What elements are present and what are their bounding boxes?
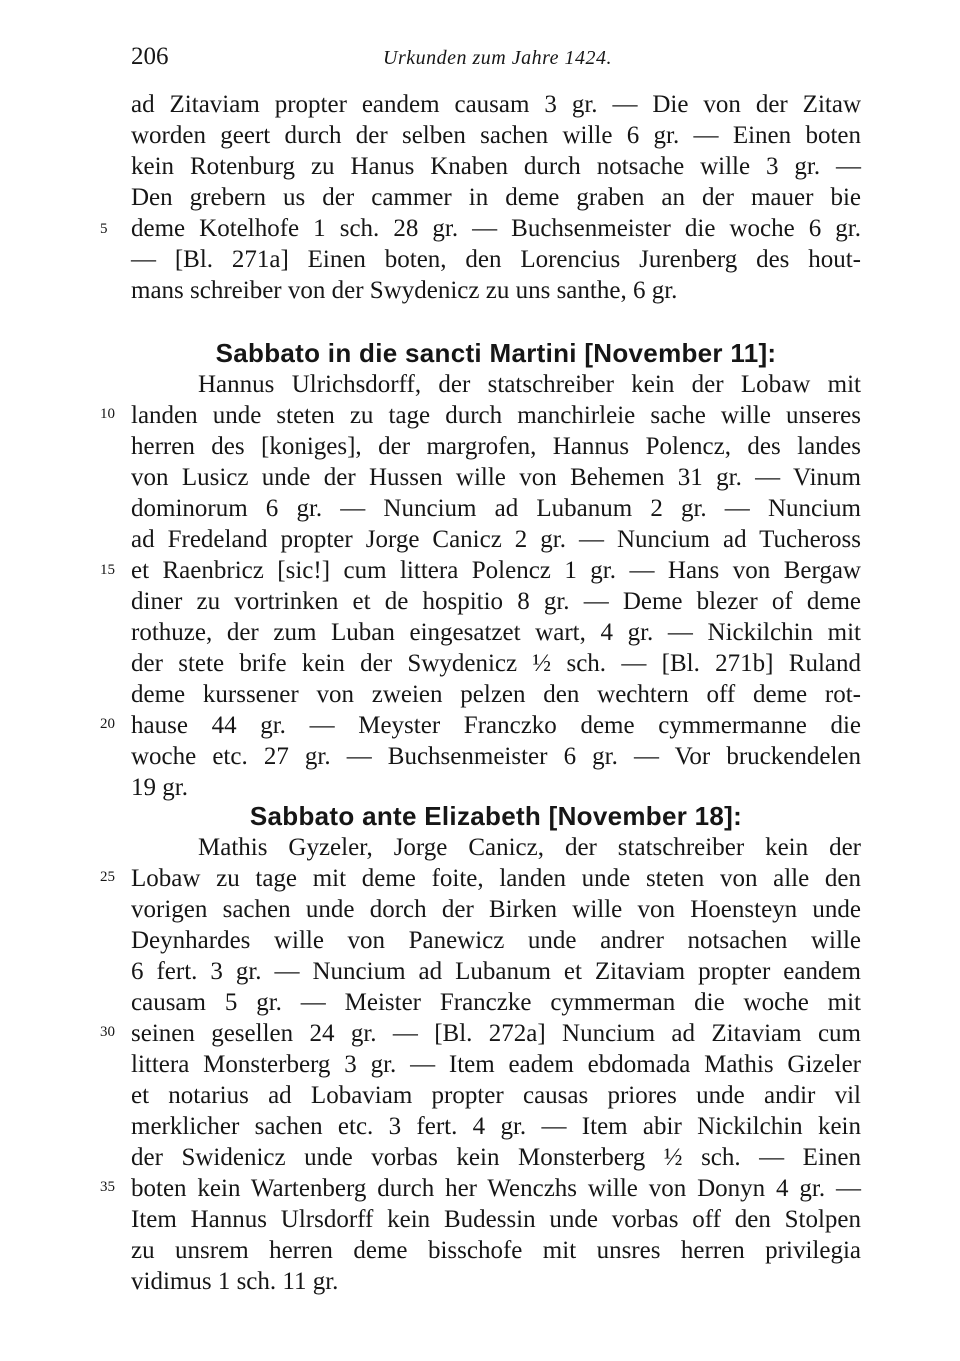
text-line: — [Bl. 271a] Einen boten, den Lorencius Jurenberg des hout-	[131, 246, 861, 273]
margin-line-number: 5	[100, 221, 108, 237]
section-heading: Sabbato ante Elizabeth [November 18]:	[249, 801, 743, 831]
text-line: ad Zitaviam propter eandem causam 3 gr. — Die von der Zitaw	[131, 91, 861, 118]
text-line: rothuze, der zum Luban eingesatzet wart, 4 gr. — Nickilchin mit	[131, 619, 861, 646]
text-line: Lobaw zu tage mit deme foite, landen unde steten von alle den	[131, 865, 861, 892]
text-line: Item Hannus Ulrsdorff kein Budessin unde vorbas off den Stolpen	[131, 1206, 861, 1233]
text-line: landen unde steten zu tage durch manchirleie sache wille unseres	[131, 402, 861, 429]
text-line: hause 44 gr. — Meyster Franczko deme cymmermanne die	[131, 712, 861, 739]
text-line: Mathis Gyzeler, Jorge Canicz, der statschreiber kein der	[198, 834, 861, 861]
text-line: 19 gr.	[131, 774, 188, 801]
text-line: et Raenbricz [sic!] cum littera Polencz 1 gr. — Hans von Bergaw	[131, 557, 861, 584]
margin-line-number: 30	[100, 1024, 115, 1040]
text-line: mans schreiber von der Swydenicz zu uns santhe, 6 gr.	[131, 277, 678, 304]
text-line: littera Monsterberg 3 gr. — Item eadem ebdomada Mathis Gizeler	[131, 1051, 861, 1078]
margin-line-number: 10	[100, 406, 115, 422]
text-line: Hannus Ulrichsdorff, der statschreiber kein der Lobaw mit	[198, 371, 861, 398]
text-line: merklicher sachen etc. 3 fert. 4 gr. — Item abir Nickilchin kein	[131, 1113, 861, 1140]
page-number: 206	[131, 43, 169, 70]
margin-line-number: 15	[100, 562, 115, 578]
text-line: vorigen sachen unde dorch der Birken wille von Hoensteyn unde	[131, 896, 861, 923]
text-line: vidimus 1 sch. 11 gr.	[131, 1268, 339, 1295]
text-line: deme kurssener von zweien pelzen den wechtern off deme rot-	[131, 681, 861, 708]
text-line: seinen gesellen 24 gr. — [Bl. 272a] Nuncium ad Zitaviam cum	[131, 1020, 861, 1047]
text-line: der stete brife kein der Swydenicz ½ sch. — [Bl. 271b] Ruland	[131, 650, 861, 677]
text-line: boten kein Wartenberg durch her Wenczhs wille von Donyn 4 gr. —	[131, 1175, 861, 1202]
margin-line-number: 20	[100, 716, 115, 732]
text-line: von Lusicz unde der Hussen wille von Behemen 31 gr. — Vinum	[131, 464, 861, 491]
text-line: zu unsrem herren deme bisschofe mit unsres herren privilegia	[131, 1237, 861, 1264]
text-line: diner zu vortrinken et de hospitio 8 gr. — Deme blezer of deme	[131, 588, 861, 615]
text-line: worden geert durch der selben sachen wille 6 gr. — Einen boten	[131, 122, 861, 149]
text-line: der Swidenicz unde vorbas kein Monsterberg ½ sch. — Einen	[131, 1144, 861, 1171]
text-line: causam 5 gr. — Meister Franczke cymmerman die woche mit	[131, 989, 861, 1016]
text-line: Deynhardes wille von Panewicz unde andrer notsachen wille	[131, 927, 861, 954]
text-line: herren des [koniges], der margrofen, Hannus Polencz, des landes	[131, 433, 861, 460]
margin-line-number: 35	[100, 1179, 115, 1195]
text-line: ad Fredeland propter Jorge Canicz 2 gr. — Nuncium ad Tucheross	[131, 526, 861, 553]
text-line: et notarius ad Lobaviam propter causas priores unde andir vil	[131, 1082, 861, 1109]
margin-line-number: 25	[100, 869, 115, 885]
running-head: Urkunden zum Jahre 1424.	[383, 47, 613, 69]
text-line: kein Rotenburg zu Hanus Knaben durch notsache wille 3 gr. —	[131, 153, 861, 180]
section-heading: Sabbato in die sancti Martini [November 11]:	[215, 338, 777, 368]
text-line: woche etc. 27 gr. — Buchsenmeister 6 gr. — Vor bruckendelen	[131, 743, 861, 770]
text-line: deme Kotelhofe 1 sch. 28 gr. — Buchsenmeister die woche 6 gr.	[131, 215, 861, 242]
text-line: dominorum 6 gr. — Nuncium ad Lubanum 2 gr. — Nuncium	[131, 495, 861, 522]
text-line: 6 fert. 3 gr. — Nuncium ad Lubanum et Zitaviam propter eandem	[131, 958, 861, 985]
text-line: Den grebern us der cammer in deme graben an der mauer bie	[131, 184, 861, 211]
